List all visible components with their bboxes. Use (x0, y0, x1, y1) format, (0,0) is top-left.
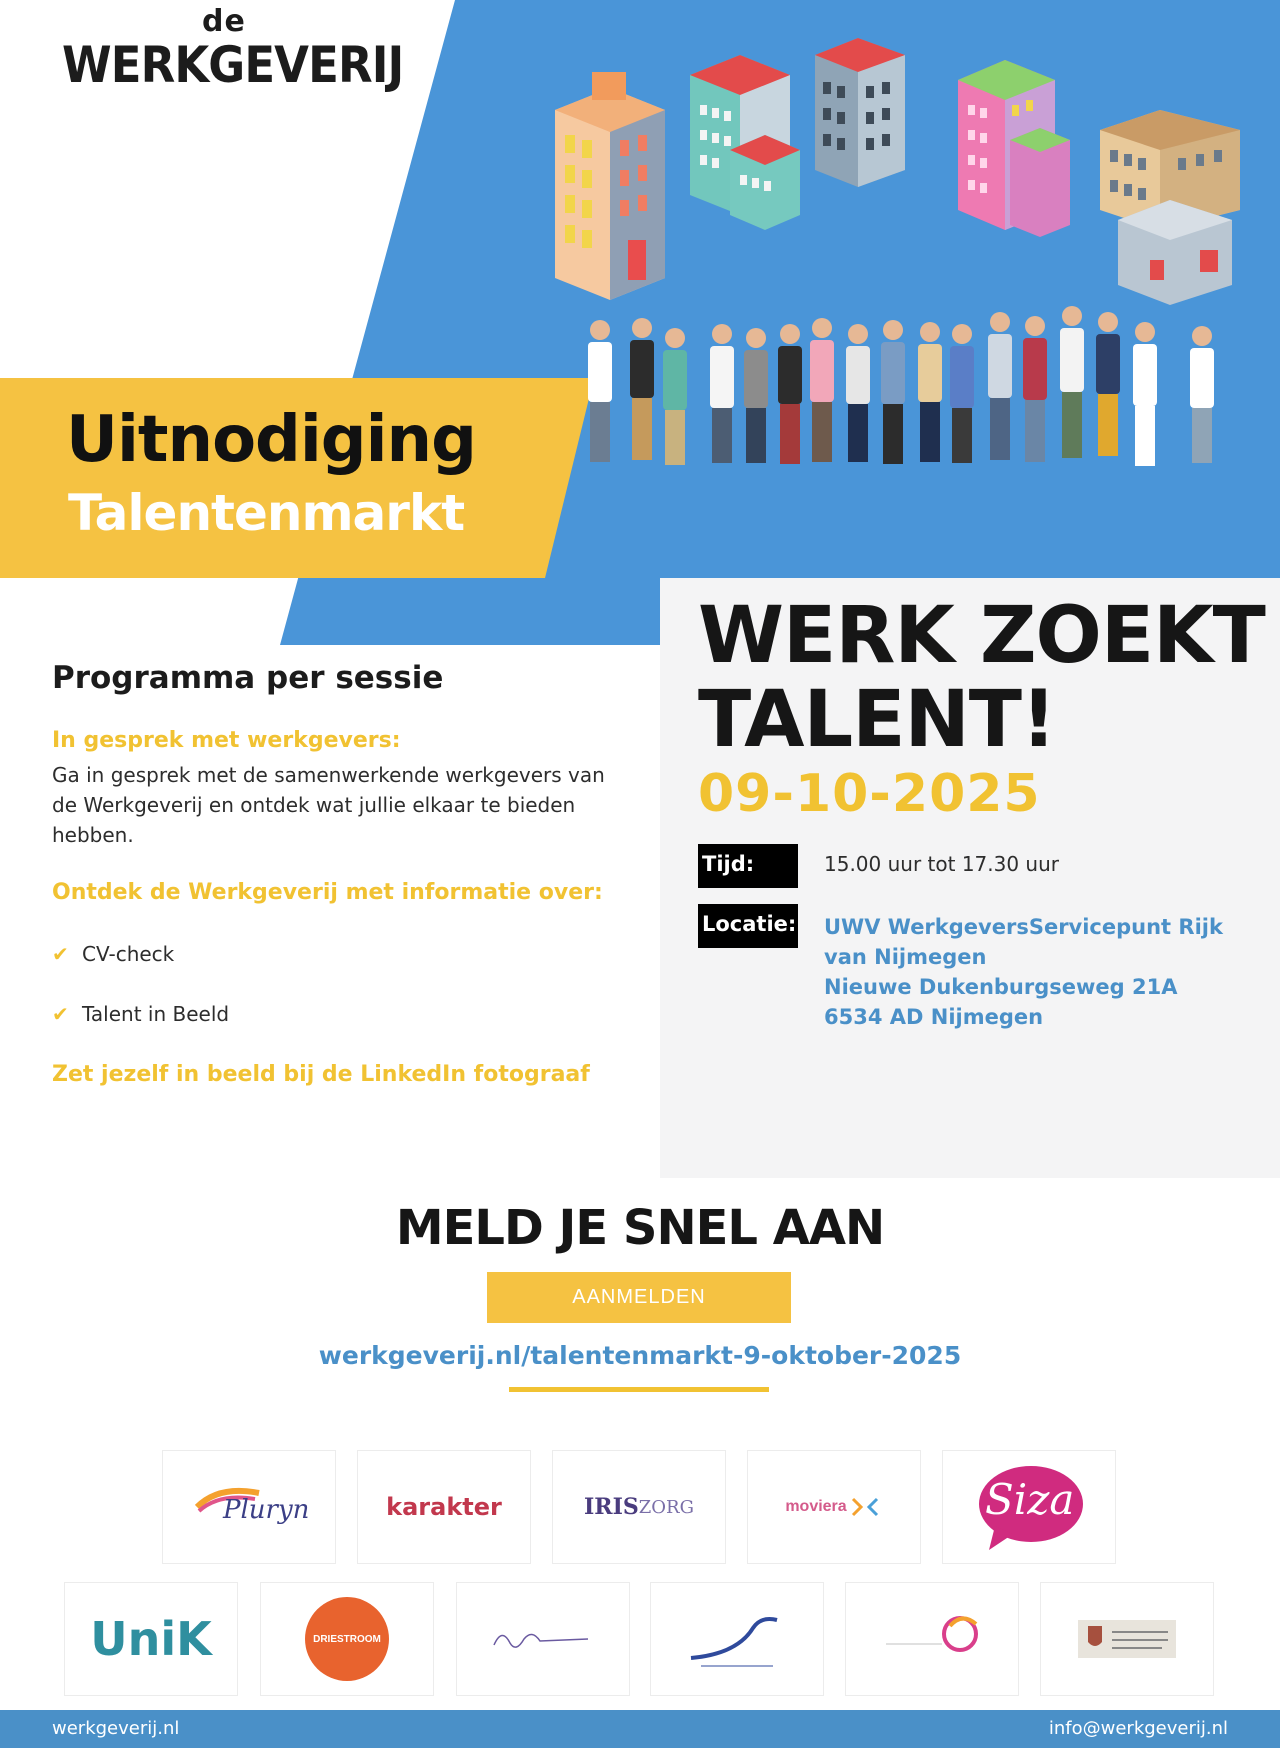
event-headline-line-2: TALENT! (698, 675, 1056, 765)
program-section-1-body: Ga in gesprek met de samenwerkende werkgevers van de Werkgeverij en ontdek wat jullie elkaar te bieden hebben. (52, 763, 605, 847)
partner-logo-iriszorg[interactable] (552, 1450, 726, 1564)
program-item-cv-check (52, 942, 174, 966)
time-value: 15.00 uur tot 17.30 uur (824, 852, 1060, 876)
moviera-arrows-icon (847, 1489, 883, 1525)
location-line: Nieuwe Dukenburgseweg 21A (824, 975, 1178, 999)
partner-name: DRIESTROOM (313, 1633, 381, 1645)
logo-prefix: de (202, 4, 246, 39)
partner-logo-shield[interactable] (1040, 1582, 1214, 1696)
event-headline-line-1: WERK ZOEKT (698, 591, 1265, 681)
program-item-label: CV-check (82, 942, 175, 966)
program-section-2-title: Ontdek de Werkgeverij met informatie over: (52, 880, 603, 905)
signup-underline (509, 1387, 769, 1392)
logo-wordmark: WERKGEVERIJ (62, 36, 404, 94)
partner-logo-unik[interactable] (64, 1582, 238, 1696)
building-4 (958, 60, 1070, 237)
partner-logo-entrea[interactable] (845, 1582, 1019, 1696)
partner-logo-blue-swoosh[interactable] (650, 1582, 824, 1696)
signup-button[interactable]: AANMELDEN (487, 1272, 791, 1323)
partner-name: moviera (785, 1498, 847, 1515)
hero-title: Uitnodiging (66, 403, 476, 477)
blue-swoosh-icon (677, 1604, 797, 1674)
partner-logo-siza[interactable] (942, 1450, 1116, 1564)
building-3 (815, 38, 905, 187)
program-heading: Programma per sessie (52, 660, 444, 696)
partner-name: Pluryn (223, 1495, 310, 1525)
partner-name: Siza (985, 1475, 1075, 1524)
entrea-e-icon (872, 1604, 992, 1674)
location-line: 6534 AD Nijmegen (824, 1005, 1044, 1029)
hero-illustration (0, 0, 1280, 645)
hero-subtitle: Talentenmarkt (68, 484, 465, 542)
shield-icon (1072, 1614, 1182, 1664)
time-label: Tijd: (698, 844, 798, 888)
program-item-label: Talent in Beeld (82, 1002, 230, 1026)
program-item-talent-in-beeld (52, 1002, 229, 1026)
partner-name: UniK (90, 1612, 212, 1666)
location-line: UWV WerkgeversServicepunt Rijk (824, 915, 1223, 939)
werkgeverij-logo[interactable] (62, 4, 402, 94)
partner-name-suffix: ZORG (638, 1496, 694, 1518)
signup-heading: MELD JE SNEL AAN (395, 1200, 885, 1256)
location-address (824, 912, 1223, 1032)
partner-logo-script[interactable] (456, 1582, 630, 1696)
location-label: Locatie: (698, 904, 798, 948)
checkmark-icon: ✔ (52, 942, 69, 966)
program-section-3-title: Zet jezelf in beeld bij de LinkedIn fotograaf (52, 1062, 590, 1087)
building-5 (1100, 110, 1240, 305)
event-date: 09-10-2025 (698, 764, 1041, 824)
event-headline (698, 591, 1265, 765)
signup-link[interactable]: werkgeverij.nl/talentenmarkt-9-oktober-2025 (318, 1341, 962, 1370)
location-line: van Nijmegen (824, 945, 987, 969)
signature-logo-icon (488, 1619, 598, 1659)
program-section-1-title: In gesprek met werkgevers: (52, 728, 401, 753)
partner-name: IRIS (584, 1494, 639, 1520)
partner-logo-driestroom[interactable] (260, 1582, 434, 1696)
footer-website-link[interactable]: werkgeverij.nl (52, 1718, 180, 1739)
partner-logo-moviera[interactable] (747, 1450, 921, 1564)
checkmark-icon: ✔ (52, 1002, 69, 1026)
partner-logo-pluryn[interactable] (162, 1450, 336, 1564)
partner-logo-karakter[interactable] (357, 1450, 531, 1564)
partner-name: karakter (386, 1493, 502, 1521)
footer-email-link[interactable]: info@werkgeverij.nl (1048, 1718, 1228, 1739)
footer-bar (0, 1710, 1280, 1748)
building-1 (555, 72, 665, 300)
